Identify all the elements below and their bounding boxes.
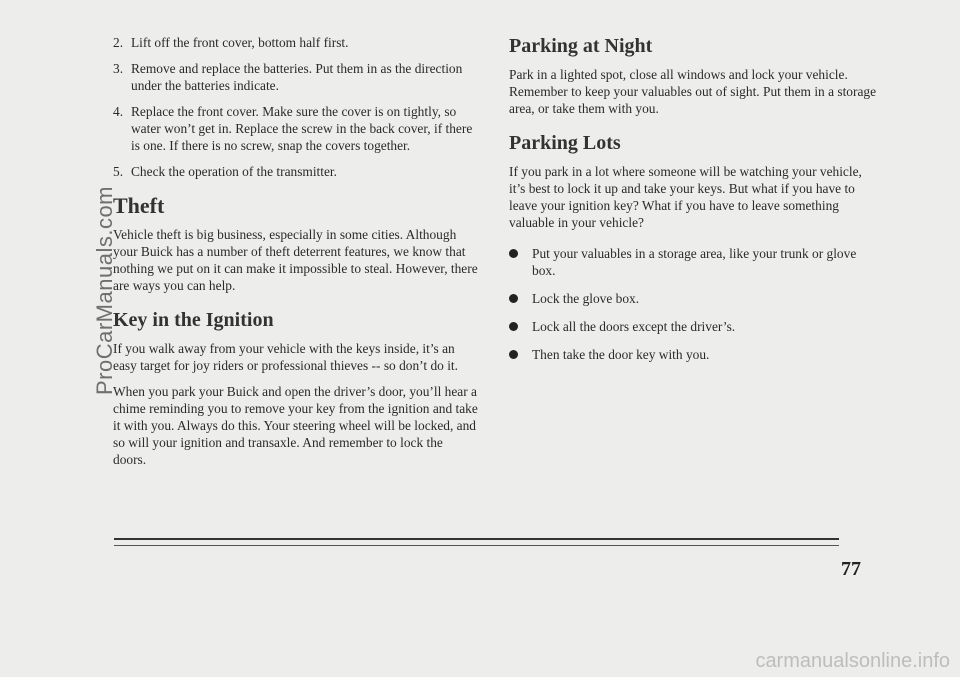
bullet-text: Then take the door key with you. [532,347,710,362]
bullet-text: Lock the glove box. [532,291,640,306]
watermark-left: ProCarManuals.com [92,185,117,395]
parking-lots-bullets [509,245,879,363]
key-paragraph-1: If you walk away from your vehicle with the keys inside, it’s an easy target for joy riders or professional thieves -- so don’t do it. [113,341,458,373]
step-number: 4. [113,104,124,119]
list-item [509,290,879,307]
step-number: 3. [113,61,124,76]
bullet-icon [509,294,518,303]
list-item [509,318,879,335]
step-text: Remove and replace the batteries. Put them in as the direction under the batteries indicate. [131,61,463,93]
bullet-icon [509,322,518,331]
list-item [113,34,478,51]
list-item [509,346,879,363]
bullet-text: Put your valuables in a storage area, like your trunk or glove box. [532,246,857,278]
theft-body: Vehicle theft is big business, especially in some cities. Although your Buick has a number of theft deterrent features, we know that nothing we put on it can make it impossible to steal. However, there are ways you can help. [113,227,478,293]
step-number: 2. [113,35,124,50]
page-number: 77 [841,558,861,580]
battery-steps-list [113,34,478,180]
footer-rule-thick [114,538,839,540]
watermark-bottom: carmanualsonline.info [755,650,950,672]
parking-at-night-heading: Parking at Night [509,35,653,57]
step-text: Replace the front cover. Make sure the cover is on tightly, so water won’t get in. Replace the screw in the back cover, if there is one. If there is no screw, snap the covers together. [131,104,473,153]
left-column [113,34,478,477]
step-text: Check the operation of the transmitter. [131,164,338,179]
list-item [113,60,478,94]
parking-lots-heading: Parking Lots [509,132,621,154]
key-paragraph-2: When you park your Buick and open the driver’s door, you’ll hear a chime reminding you to remove your key from the ignition and take it with you. Always do this. Your steering wheel will be locked, and so will your ignition and transaxle. And remember to lock the doors. [113,384,478,467]
parking-lots-body: If you park in a lot where someone will be watching your vehicle, it’s best to lock it up and take your keys. But what if you have to leave your ignition key? What if you have to leave something valuable in your vehicle? [509,164,862,230]
key-in-ignition-heading: Key in the Ignition [113,309,274,331]
list-item [509,245,879,279]
bullet-icon [509,350,518,359]
footer-rule-thin [114,545,839,546]
bullet-text: Lock all the doors except the driver’s. [532,319,736,334]
step-number: 5. [113,164,124,179]
theft-heading: Theft [113,193,165,218]
step-text: Lift off the front cover, bottom half first. [131,35,349,50]
list-item [113,163,478,180]
list-item [113,103,478,154]
parking-at-night-body: Park in a lighted spot, close all windows and lock your vehicle. Remember to keep your valuables out of sight. Put them in a storage area, or take them with you. [509,67,877,116]
right-column [509,34,879,374]
bullet-icon [509,249,518,258]
